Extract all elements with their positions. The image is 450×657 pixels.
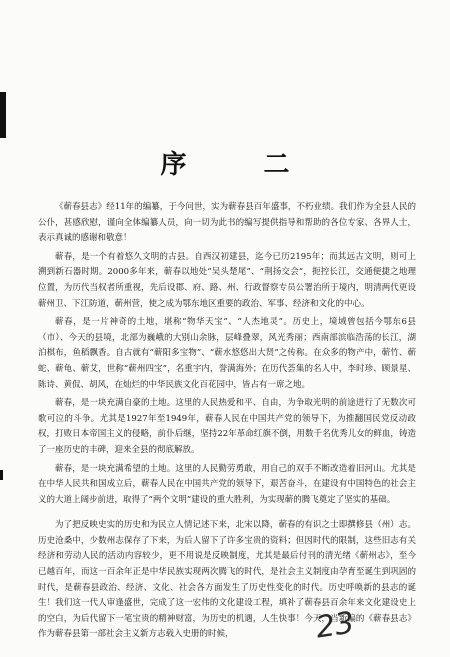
paragraph: 蕲春，是一块充满希望的土地。这里的人民勤劳勇敢，用自己的双手不断改造着旧河山。尤其是在中华人民共和国成立后，蕲春人民在中国共产党的领导下，艰苦奋斗，在建设有中国特色的社会主义的大道上阔步前进，取得了“两个文明”建设的重大胜利，为实现蕲的腾飞奠定了坚实的基础。 xyxy=(38,463,416,505)
paragraph: 蕲春，是一片神奇的土地，堪称“物华天宝”、“人杰地灵”。历史上，境域曾包括今鄂东6县（市）、今天的县境，北部为巍峨的大别山余脉，层峰叠翠，风光秀丽；西南部滨临浩荡的长江，湖泊棋布，鱼稻飘香。自古就有“蕲阳多宝物”、“蕲水悠悠出大贤”之传称。在众多的物产中，蕲竹、蕲蛇、蕲龟、蕲艾，世称“蕲州四宝”，名重宇内，誉满海外；在历代荟集的名人中，李时珍、顾景星、陈诗、黄侃、胡风，在灿烂的中华民族文化百花园中，皆占有一席之地。 xyxy=(38,317,416,390)
page-title: 序 二 xyxy=(160,150,324,180)
paragraph: 为了把反映史实的历史和为民立人情记述下来，北宋以降，蕲春的有识之士即撰修县（州）志。历史沧桑中，少数州志保存了下来，为后人留下了许多宝贵的资料；但因时代的限制，这些旧志有关经济和劳动人民的活动内容较少，更不用说是反映制度，尤其是最后付刊的清光绪《蕲州志》，至今已越百年，而这一百余年正是中华民族实现两次腾飞的时代，是社会主义制度由孕育至诞生到巩固的时代，是蕲春县政治、经济、文化、社会各方面发生了历史性变化的时代。历史呼唤新的县志的诞生！我们这一代人审逢盛世，完成了这一宏伟的文化建设工程，填补了蕲春县百余年来文化建设史上的空白，为后代留下一笔宝贵的精神财富，为历史的机遇，人生快事！今天，当新编的《蕲春县志》作为蕲春县第一部社会主义新方志载入史册的时候， xyxy=(38,520,416,640)
paragraph: 蕲春，是一块充满自豪的土地。这里的人民热爱和平、自由，为争取光明的前途进行了无数次可歌可泣的斗争。尤其是1927年至1949年，蕲春人民在中国共产党的领导下，为推翻国民党反动政权，打败日本帝国主义的侵略，前仆后继，坚持22年革命红旗不倒，用数千名优秀儿女的鲜血，铸造了一座历史的丰碑，迎来全县的彻底解放。 xyxy=(38,398,416,455)
handwritten-page-number: 23 xyxy=(313,605,357,646)
preface-body xyxy=(38,200,416,646)
paragraph: 蕲春，是一个有着悠久文明的古县。自西汉初建县，迄今已历2195年；而其远古文明，则可上溯到新石器时期。2000多年来，蕲春以地处“吴头楚尾”、“荆扬交会”，扼控长江，交通便捷之地理位置，为历代当权者所重视，先后设郡、府、路、州、行政督察专员公署治所于境内，明清两代更设蕲州卫、下江防道，蕲州营，使之成为鄂东地区重要的政治、军事、经济和文化的中心。 xyxy=(38,251,416,309)
paragraph: 《蕲春县志》经11年的编纂，于今问世，实为蕲春县百年盛事，不朽业绩。我们作为全县人民的公仆，甚感欣慰，谨向全体编纂人员，向一切为此书的编写提供指导和帮助的各位专家、各界人士，表示真诚的感谢和敬意！ xyxy=(38,202,416,244)
scan-binding-mark xyxy=(0,92,6,138)
scan-binding-mark-small xyxy=(0,470,3,480)
